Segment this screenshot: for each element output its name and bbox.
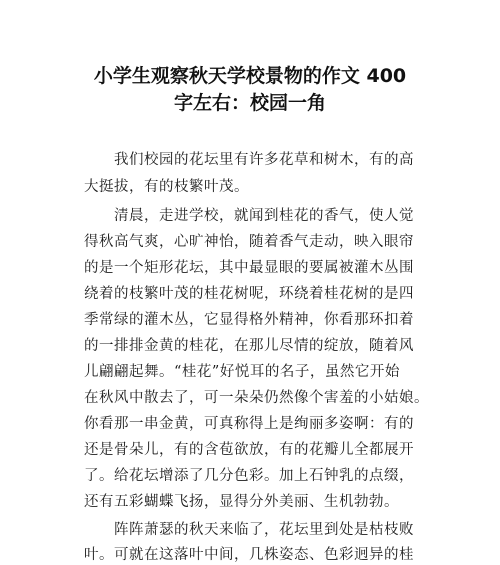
document-title-line-1: 小学生观察秋天学校景物的作文 400 bbox=[93, 65, 407, 87]
paragraph-2-line-2: 得秋高气爽，心旷神怡，随着香气走动，映入眼帘 bbox=[84, 234, 414, 250]
paragraph-2-line-6: 的一排排金黄的桂花，在那儿尽情的绽放，随着风 bbox=[84, 338, 414, 354]
paragraph-3-line-1: 阵阵萧瑟的秋天来临了，花坛里到处是枯枝败 bbox=[114, 522, 414, 538]
paragraph-1-line-1: 我们校园的花坛里有许多花草和树木，有的高 bbox=[114, 152, 414, 168]
paragraph-2-line-7: 儿翩翩起舞。“桂花”好悦耳的名子，虽然它开始 bbox=[84, 364, 400, 380]
paragraph-2-line-4: 绕着的枝繁叶茂的桂花树呢，环绕着桂花树的是四 bbox=[84, 286, 414, 302]
paragraph-2-line-11: 了。给花坛增添了几分色彩。加上石钟乳的点缀， bbox=[84, 468, 414, 484]
paragraph-1-line-2: 大挺拔，有的枝繁叶茂。 bbox=[84, 179, 249, 195]
paragraph-2-line-1: 清晨，走进学校，就闻到桂花的香气，使人觉 bbox=[114, 208, 414, 224]
paragraph-2-line-8: 在秋风中散去了，可一朵朵仍然像个害羞的小姑娘。 bbox=[84, 390, 429, 406]
paragraph-2-line-5: 季常绿的灌木丛，它显得格外精神，你看那环扣着 bbox=[84, 312, 414, 328]
paragraph-2-line-3: 的是一个矩形花坛，其中最显眼的要属被灌木丛围 bbox=[84, 260, 414, 276]
paragraph-3-line-2: 叶。可就在这落叶中间，几株姿态、色彩迥异的桂 bbox=[84, 547, 414, 563]
paragraph-2-line-9: 你看那一串金黄，可真称得上是绚丽多姿啊：有的 bbox=[84, 416, 414, 432]
paragraph-2-line-10: 还是骨朵儿，有的含苞欲放，有的花瓣儿全都展开 bbox=[84, 442, 414, 458]
paragraph-2-line-12: 还有五彩蝴蝶飞扬，显得分外美丽、生机勃勃。 bbox=[84, 494, 399, 510]
document-title-line-2: 字左右：校园一角 bbox=[173, 92, 326, 114]
